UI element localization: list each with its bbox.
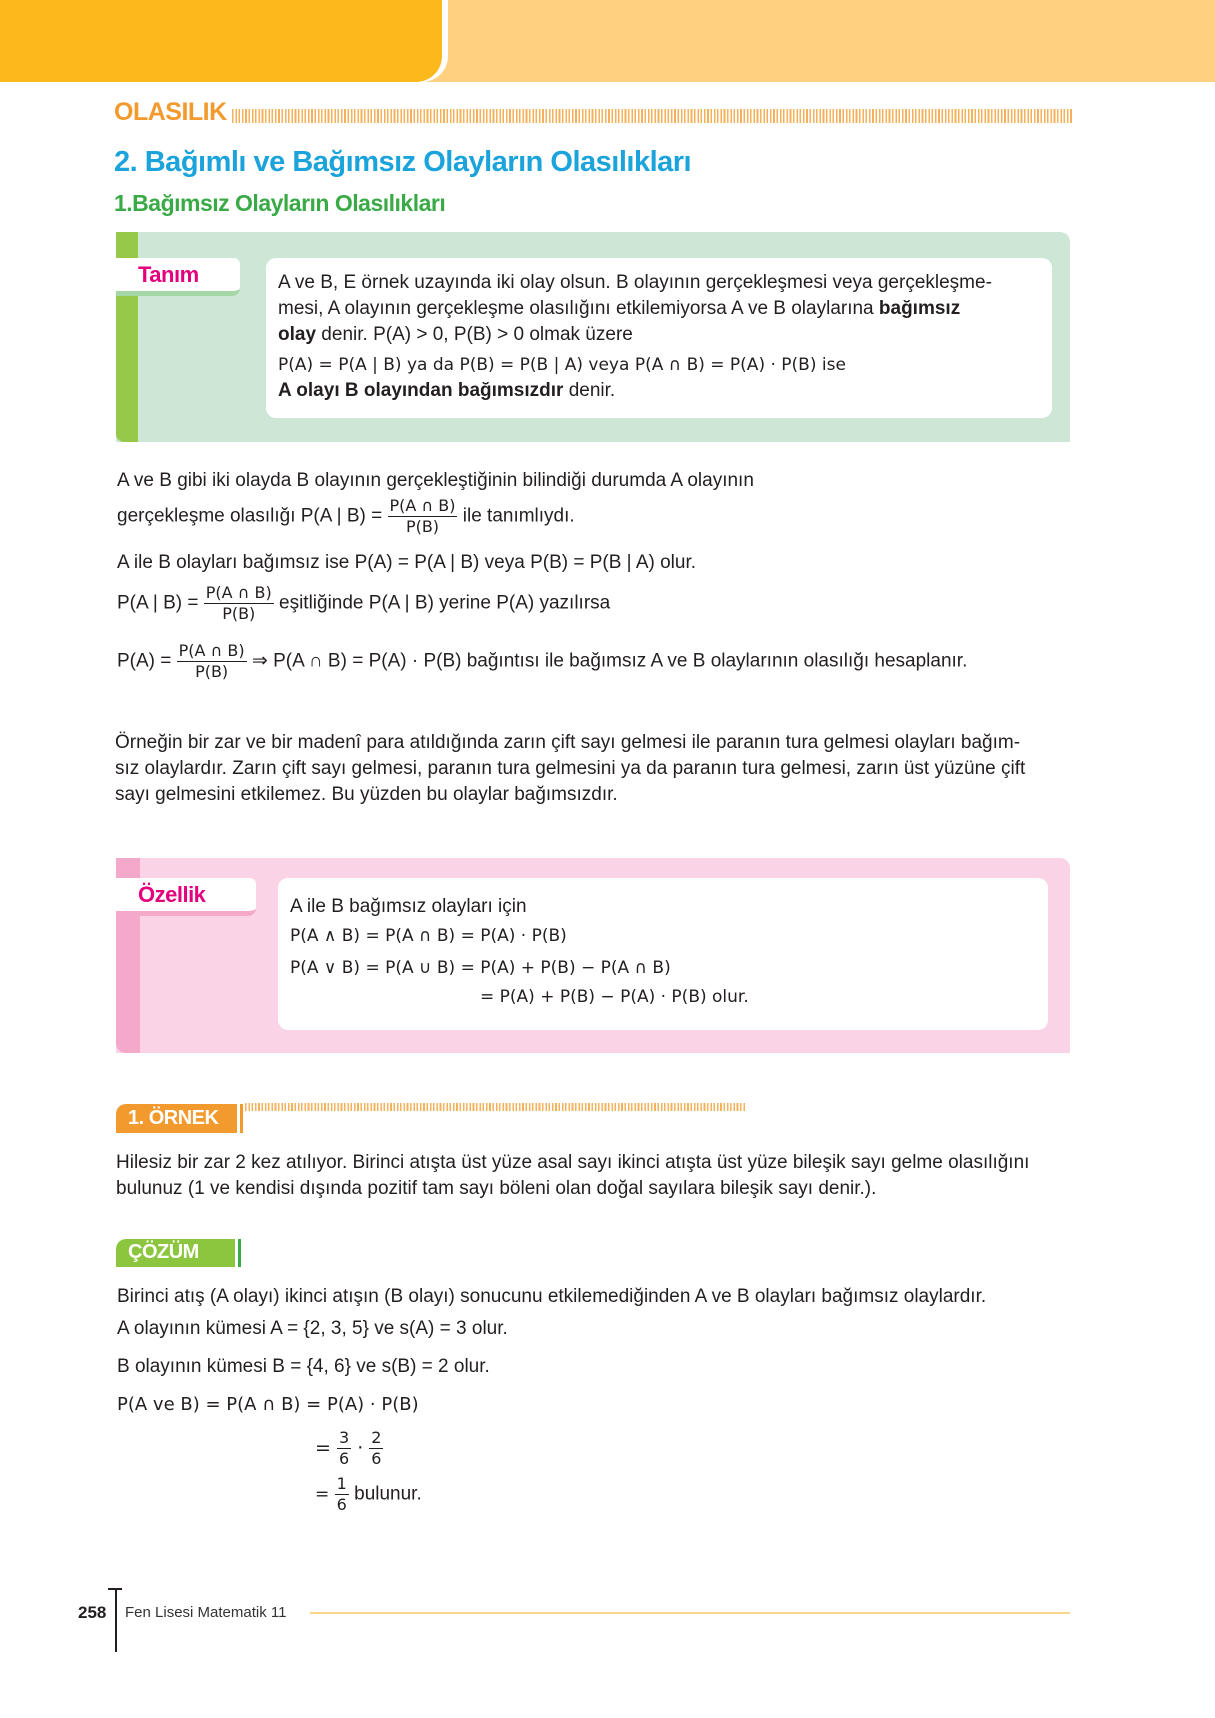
- solution-text: A olayının kümesi A = {2, 3, 5} ve s(A) = 3 olur.: [117, 1318, 508, 1339]
- page-title: 2. Bağımlı ve Bağımsız Olayların Olasılıkları: [114, 146, 692, 178]
- solution-text: Birinci atış (A olayı) ikinci atışın (B olayı) sonucunu etkilemediğinden A ve B olayları bağımsız olaylardır.: [117, 1286, 987, 1307]
- section-label: OLASILIK: [114, 98, 227, 126]
- solution-badge: ÇÖZÜM: [116, 1239, 238, 1267]
- body-text: A ile B olayları bağımsız ise P(A) = P(A | B) veya P(B) = P(B | A) olur.: [117, 552, 697, 573]
- solution-result: = $\frac{1}{6}$ bulunur.: [315, 1474, 422, 1514]
- example-badge: 1. ÖRNEK: [116, 1104, 240, 1133]
- page-number: 258: [78, 1603, 107, 1622]
- property-text: A ile B bağımsız olayları için P(A ∧ B) = P(A ∩ B) = P(A) · P(B) P(A ∨ B) = P(A ∪ B) = P(A) + P(B) − P(A ∩ B) = P(A) + P(B) − P(A) · P(B) olur.: [290, 896, 749, 1007]
- footer-line: [310, 1612, 1070, 1614]
- property-box: [116, 858, 1070, 1053]
- body-paragraph: Örneğin bir zar ve bir madenî para atıldığında zarın çift sayı gelmesi ile paranın tura gelmesi olayları bağım- sız olaylardır. Zarın çift sayı gelmesi, paranın tura gelmesini ya da paranın tura gelmesi, zarın üst yüzüne çift sayı gelmesini etkilemez. Bu yüzden bu olaylar bağımsızdır.: [115, 732, 1026, 805]
- example-question: Hilesiz bir zar 2 kez atılıyor. Birinci atışta üst yüze asal sayı ikinci atışta üst yüze bileşik sayı gelme olasılığını bulunuz (1 ve kendisi dışında pozitif tam sayı böleni olan doğal sayılara bileşik sayı denir.).: [116, 1152, 1030, 1199]
- example-divider: [245, 1103, 745, 1111]
- body-formula: P(A | B) = $\frac{P(A \cap B)}{P(B)}$ eşitliğinde P(A | B) yerine P(A) yazılırsa: [117, 583, 611, 623]
- footer-rule-cap: [108, 1588, 122, 1590]
- solution-step: = $\frac{3}{6}$ · $\frac{2}{6}$: [315, 1428, 382, 1468]
- property-label: Özellik: [138, 882, 206, 907]
- section-divider: [232, 109, 1072, 123]
- body-formula: gerçekleşme olasılığı P(A | B) = $\frac{P(A \cap B)}{P(B)}$ ile tanımlıydı.: [117, 496, 575, 536]
- definition-text: A ve B, E örnek uzayında iki olay olsun. B olayının gerçekleşmesi veya gerçekleşme- mesi, A olayının gerçekleşme olasılığını etkilemiyorsa A ve B olaylarına bağımsız olay denir. P(A) > 0, P(B) > 0 olmak üzere P(A) = P(A | B) ya da P(B) = P(B | A) veya P(A ∩ B) = P(A) · P(B) ise A olayı B olayından bağımsızdır denir.: [278, 272, 992, 401]
- definition-box: [116, 232, 1070, 442]
- solution-formula: P(A ve B) = P(A ∩ B) = P(A) · P(B): [117, 1394, 419, 1415]
- header-band-accent: [0, 0, 442, 82]
- body-text: A ve B gibi iki olayda B olayının gerçekleştiğinin bilindiği durumda A olayının: [117, 470, 754, 491]
- solution-text: B olayının kümesi B = {4, 6} ve s(B) = 2 olur.: [117, 1356, 490, 1377]
- definition-label: Tanım: [138, 262, 199, 287]
- book-title: Fen Lisesi Matematik 11: [125, 1604, 287, 1621]
- body-formula: P(A) = $\frac{P(A \cap B)}{P(B)}$ ⇒ P(A ∩ B) = P(A) · P(B) bağıntısı ile bağımsız A ve B olaylarının olasılığı hesaplanır.: [117, 641, 968, 681]
- page-subtitle: 1.Bağımsız Olayların Olasılıkları: [114, 190, 446, 216]
- footer-rule: [115, 1588, 117, 1652]
